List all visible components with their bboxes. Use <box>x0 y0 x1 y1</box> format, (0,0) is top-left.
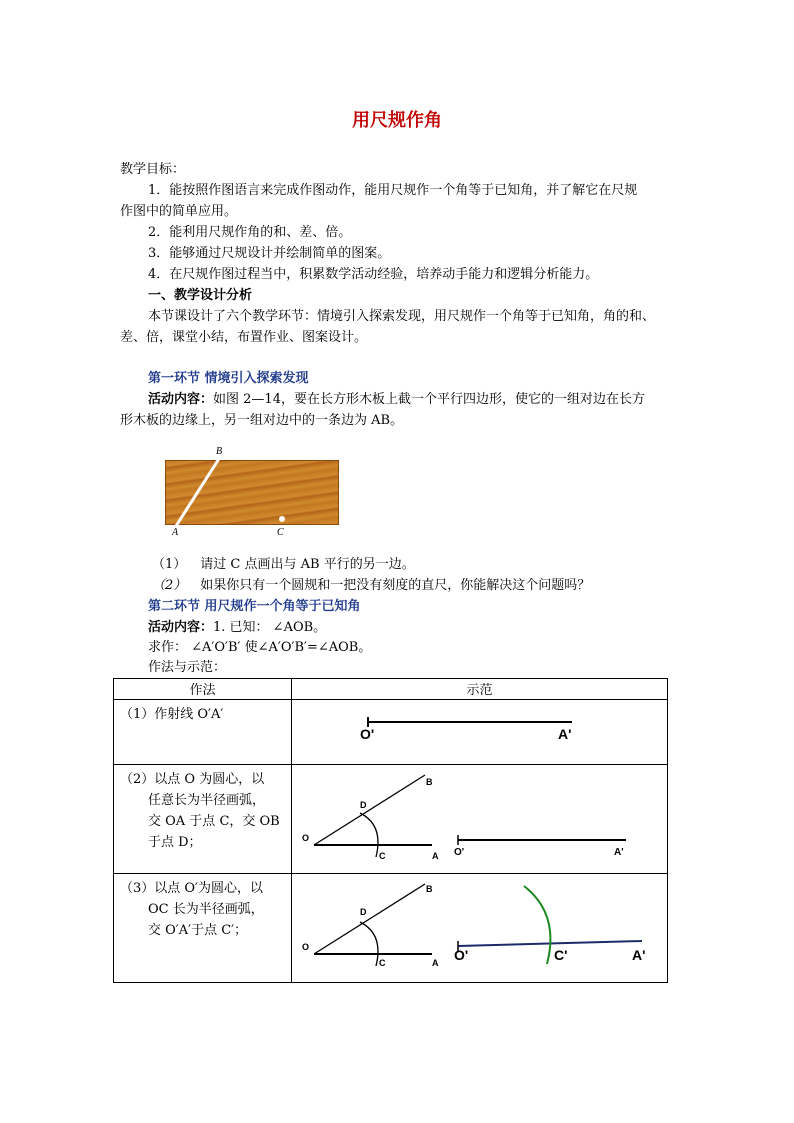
step-1-text: （1）作射线 O′A′ <box>120 707 224 722</box>
point-c <box>279 516 285 522</box>
board-figure-overlay <box>160 444 360 544</box>
step-3-text <box>114 874 291 945</box>
label-a: A <box>432 958 439 968</box>
label-c-prime: C' <box>554 947 568 963</box>
analysis-line2: 差、倍，课堂小结，布置作业、图案设计。 <box>120 330 368 345</box>
label-c: C <box>379 851 386 861</box>
activity-label-2: 活动内容： <box>148 620 214 635</box>
segment-ab <box>176 454 222 526</box>
label-c: C <box>277 527 284 538</box>
method-cell-3 <box>114 874 292 983</box>
label-b: B <box>216 446 223 457</box>
step-3-figure <box>292 874 666 978</box>
step-2-line4: 于点 D； <box>148 835 202 850</box>
question-2-text: 如果你只有一个圆规和一把没有刻度的直尺，你能解决这个问题吗？ <box>200 578 591 593</box>
find-text: 求作： ∠A′O′B′ 使∠A′O′B′=∠AOB。 <box>148 640 372 655</box>
label-a: A <box>172 527 179 538</box>
label-o: O <box>302 833 310 843</box>
label-c: C <box>379 958 386 968</box>
objective-2: 2．能利用尺规作角的和、差、倍。 <box>148 225 352 240</box>
activity-label: 活动内容： <box>148 392 214 407</box>
demo-cell-1 <box>292 700 668 765</box>
step-2-text <box>114 765 291 857</box>
objective-1-line1: 1．能按照作图语言来完成作图动作，能用尺规作一个角等于已知角，并了解它在尺规 <box>148 183 638 198</box>
label-a-prime: A' <box>614 847 624 858</box>
step-2-line2: 任意长为半径画弧， <box>148 793 266 808</box>
column-header-demo: 示范 <box>292 679 668 700</box>
method-cell-2 <box>114 765 292 874</box>
demo-cell-2 <box>292 765 668 874</box>
analysis-line1: 本节课设计了六个教学环节：情境引入探索发现，用尺规作一个角等于已知角，角的和、 <box>148 309 656 324</box>
arc-c-prime <box>524 886 550 964</box>
ray-ob <box>314 775 425 845</box>
label-d: D <box>360 800 367 810</box>
question-1-number: （1） <box>152 557 187 572</box>
objective-1-line2: 作图中的简单应用。 <box>120 204 238 219</box>
question-1-text: 请过 C 点画出与 AB 平行的另一边。 <box>200 557 415 572</box>
section1-activity-line1 <box>148 390 645 410</box>
label-b: B <box>426 884 433 894</box>
arc-cd <box>360 922 378 966</box>
label-o-prime: O' <box>454 847 465 858</box>
label-a-prime: A' <box>558 726 572 742</box>
construction-table <box>113 678 668 983</box>
activity-text-2: 1. 已知： ∠AOB。 <box>213 620 327 635</box>
label-o: O <box>302 942 310 952</box>
analysis-heading: 一、教学设计分析 <box>148 288 253 303</box>
label-a: A <box>432 851 439 861</box>
question-1 <box>152 555 415 575</box>
section1-heading: 第一环节 情境引入探索发现 <box>148 371 309 386</box>
table-row <box>114 700 668 765</box>
ray-ob <box>314 884 425 954</box>
step-1-figure <box>292 700 666 760</box>
objective-4: 4．在尺规作图过程当中，积累数学活动经验，培养动手能力和逻辑分析能力。 <box>148 267 599 282</box>
section1-activity-line2: 形木板的边缘上，另一组对边中的一条边为 AB。 <box>120 413 404 428</box>
arc-cd <box>360 813 378 857</box>
step-2-line1: （2）以点 O 为圆心，以 <box>120 772 265 787</box>
page-title: 用尺规作角 <box>352 110 442 131</box>
table-row <box>114 874 668 983</box>
step-2-line3: 交 OA 于点 C，交 OB <box>148 814 280 829</box>
label-a-prime: A' <box>632 947 646 963</box>
label-b: B <box>426 777 433 787</box>
label-o-prime: O' <box>360 726 375 742</box>
question-2-number: （2） <box>152 578 187 593</box>
label-d: D <box>360 907 367 917</box>
section2-heading: 第二环节 用尺规作一个角等于已知角 <box>148 599 361 614</box>
step-3-line1: （3）以点 O′为圆心，以 <box>120 881 264 896</box>
step-3-line3: 交 O′A′于点 C′； <box>148 923 248 938</box>
method-cell-1 <box>114 700 292 765</box>
objective-3: 3．能够通过尺规设计并绘制简单的图案。 <box>148 246 391 261</box>
objectives-heading: 教学目标： <box>120 162 186 177</box>
table-header-row <box>114 679 668 700</box>
step-2-figure <box>292 765 666 869</box>
activity-text: 如图 2—14，要在长方形木板上截一个平行四边形，使它的一组对边在长方 <box>213 392 645 407</box>
step-3-line2: OC 长为半径画弧， <box>148 902 264 917</box>
demo-cell-3 <box>292 874 668 983</box>
method-heading: 作法与示范： <box>148 660 227 675</box>
section2-activity <box>148 618 326 638</box>
table-row <box>114 765 668 874</box>
column-header-method: 作法 <box>114 679 292 700</box>
label-o-prime: O' <box>454 947 469 963</box>
question-2 <box>152 576 590 596</box>
